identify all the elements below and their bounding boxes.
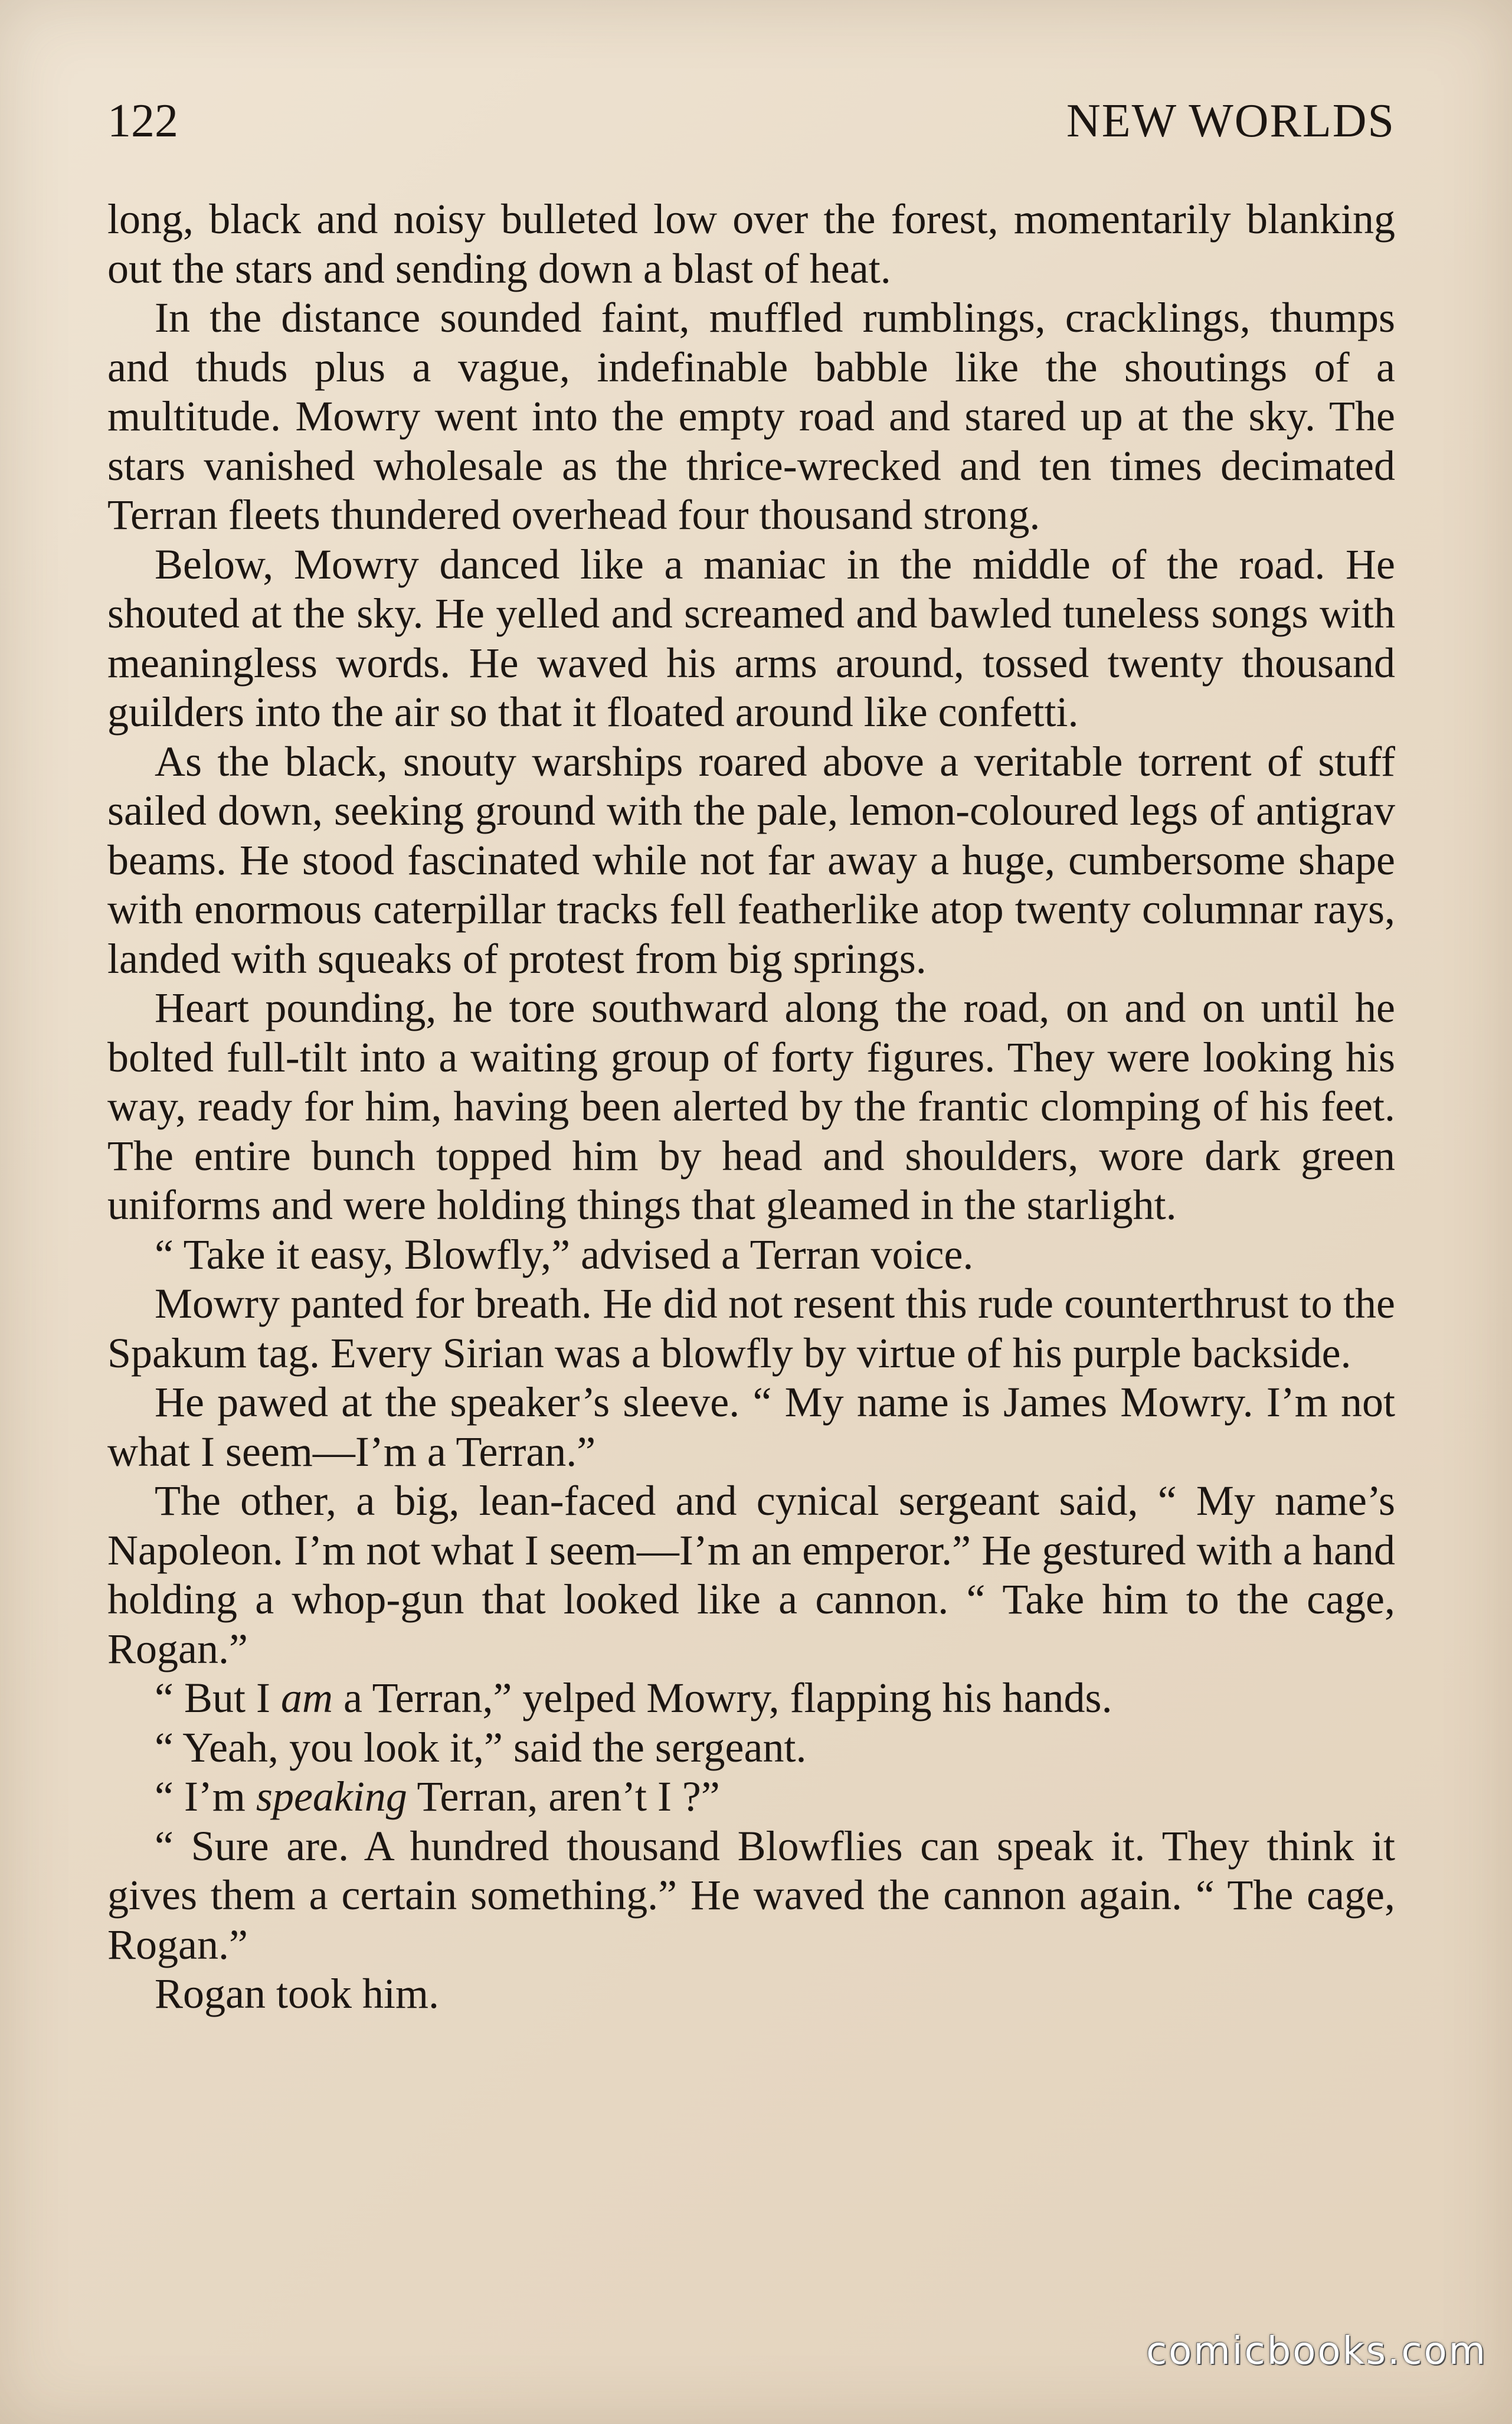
- text-run: a Terran,” yelped Mowry, flapping his hands.: [332, 1674, 1112, 1721]
- watermark-logo: comicbooks.com: [1146, 2330, 1487, 2373]
- page-number: 122: [107, 95, 178, 147]
- paragraph-sure-are: “ Sure are. A hundred thousand Blowflies can speak it. They think it gives them a certain something.” He waved the cannon again. “ The cage, Rogan.”: [107, 1822, 1395, 1968]
- text-run: “ I’m: [155, 1773, 256, 1820]
- journal-title: NEW WORLDS: [1066, 95, 1395, 147]
- paragraph-look-it: “ Yeah, you look it,” said the sergeant.: [155, 1723, 807, 1771]
- paragraph-napoleon: The other, a big, lean-faced and cynical sergeant said, “ My name’s Napoleon. I’m not what I seem—I’m an emperor.” He gestured with a hand holding a whop-gun that looked like a cannon. “ Take him to the cage, Rogan.”: [107, 1477, 1395, 1672]
- emphasis-am: am: [280, 1674, 333, 1721]
- emphasis-speaking: speaking: [256, 1773, 407, 1820]
- paragraph-rogan: Rogan took him.: [155, 1970, 439, 2017]
- paragraph-speaking: [107, 1772, 1395, 1822]
- running-head: [107, 89, 1395, 153]
- paragraph-warships: As the black, snouty warships roared above a veritable torrent of stuff sailed down, seeking ground with the pale, lemon-coloured legs of antigrav beams. He stood fascinated while not far away a huge, cumbersome shape with enormous caterpillar tracks fell featherlike atop twenty columnar rays, landed with squeaks of protest from big springs.: [107, 737, 1395, 982]
- text-run: “ But I: [155, 1674, 281, 1721]
- paragraph-continued: long, black and noisy bulleted low over the forest, momentarily blanking out the stars and sending down a blast of heat.: [107, 195, 1395, 292]
- text-run: Terran, aren’t I ?”: [407, 1773, 720, 1820]
- paragraph-take-it-easy: “ Take it easy, Blowfly,” advised a Terran voice.: [155, 1230, 974, 1278]
- paragraph-panted: Mowry panted for breath. He did not resent this rude counterthrust to the Spakum tag. Every Sirian was a blowfly by virtue of his purple backside.: [107, 1280, 1395, 1377]
- paragraph-below: Below, Mowry danced like a maniac in the middle of the road. He shouted at the sky. He yelled and screamed and bawled tuneless songs with meaningless words. He waved his arms around, tossed twenty thousand guilders into the air so that it floated around like confetti.: [107, 540, 1395, 736]
- paragraph-distance: In the distance sounded faint, muffled rumblings, cracklings, thumps and thuds plus a vague, indefinable babble like the shoutings of a multitude. Mowry went into the empty road and stared up at the sky. The stars vanished wholesale as the thrice-wrecked and ten times decimated Terran fleets thundered overhead four thousand strong.: [107, 294, 1395, 538]
- paragraph-but-i-am: [107, 1674, 1395, 1723]
- body-text: [107, 195, 1395, 2019]
- paragraph-heart-pounding: Heart pounding, he tore southward along the road, on and on until he bolted full-tilt into a waiting group of forty figures. They were looking his way, ready for him, having been alerted by the frantic clomping of his feet. The entire bunch topped him by head and shoulders, wore dark green uniforms and were holding things that gleamed in the starlight.: [107, 984, 1395, 1229]
- paragraph-pawed: He pawed at the speaker’s sleeve. “ My name is James Mowry. I’m not what I seem—I’m a Terran.”: [107, 1378, 1395, 1475]
